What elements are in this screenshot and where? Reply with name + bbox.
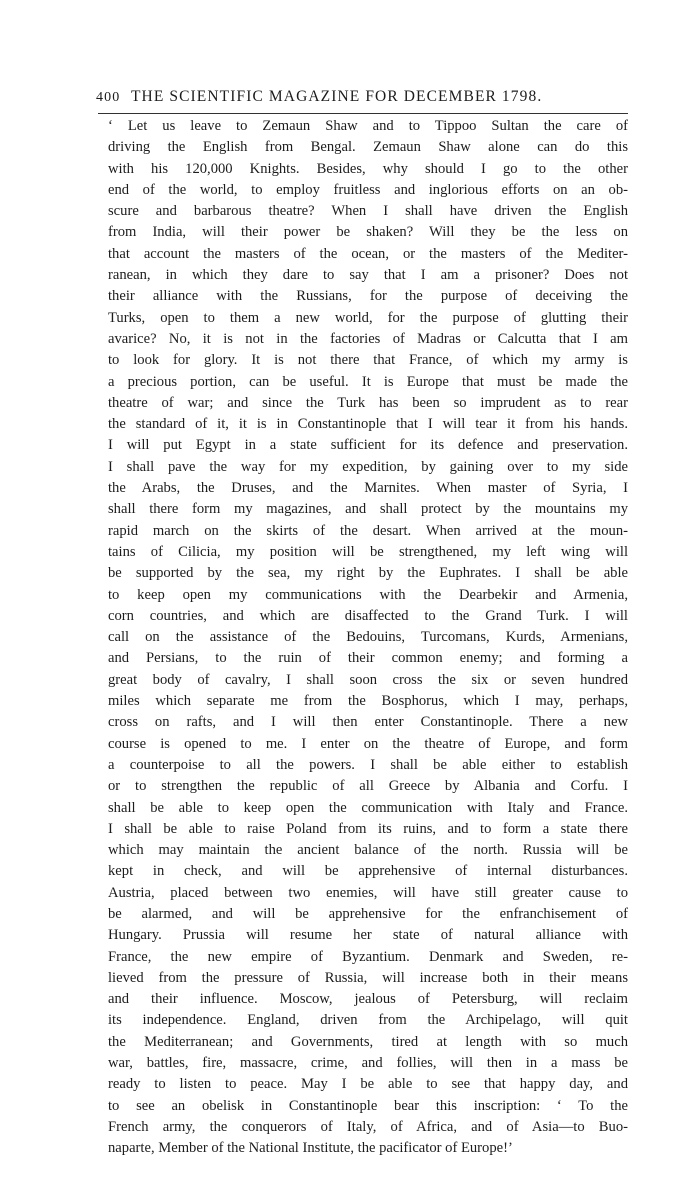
text-line: the Arabs, the Druses, and the Marnites. When master of Syria, I <box>108 480 628 497</box>
text-line: ‘ Let us leave to Zemaun Shaw and to Tippoo Sultan the care of <box>108 118 628 134</box>
text-line: Turks, open to them a new world, for the purpose of glutting their <box>108 309 628 326</box>
text-line: shall be able to keep open the communication with Italy and France. <box>108 799 628 816</box>
text-line: to see an obelisk in Constantinople bear this inscription: ‘ To the <box>108 1097 628 1114</box>
text-line: the standard of it, it is in Constantinople that I will tear it from his hands. <box>108 416 628 433</box>
text-line: France, the new empire of Byzantium. Denmark and Sweden, re- <box>108 948 628 965</box>
text-line: be supported by the sea, my right by the Euphrates. I shall be able <box>108 565 628 582</box>
text-line: corn countries, and which are disaffected to the Grand Turk. I will <box>108 607 628 624</box>
text-line: great body of cavalry, I shall soon cross the six or seven hundred <box>108 671 628 688</box>
text-line: a precious portion, can be useful. It is Europe that must be made the <box>108 373 628 390</box>
text-line: be alarmed, and will be apprehensive for the enfranchisement of <box>108 905 628 922</box>
text-line: which may maintain the ancient balance of the north. Russia will be <box>108 842 628 859</box>
text-line: driving the English from Bengal. Zemaun Shaw alone can do this <box>108 139 628 156</box>
text-line: shall there form my magazines, and shall protect by the mountains my <box>108 501 628 518</box>
text-line: course is opened to me. I enter on the theatre of Europe, and form <box>108 735 628 752</box>
text-line: I will put Egypt in a state sufficient for its defence and preservation. <box>108 437 628 454</box>
text-line: or to strengthen the republic of all Greece by Albania and Corfu. I <box>108 778 628 795</box>
text-line: cross on rafts, and I will then enter Constantinople. There a new <box>108 714 628 731</box>
text-line: rapid march on the skirts of the desart. When arrived at the moun- <box>108 522 628 539</box>
text-line: with his 120,000 Knights. Besides, why should I go to the other <box>108 160 628 177</box>
text-line: theatre of war; and since the Turk has been so imprudent as to rear <box>108 394 628 411</box>
text-line: naparte, Member of the National Institute, the pacificator of Europe!’ <box>108 1140 513 1157</box>
text-line: end of the world, to employ fruitless and inglorious efforts on an ob- <box>108 181 628 198</box>
text-line: and Persians, to the ruin of their common enemy; and forming a <box>108 650 628 667</box>
text-line: miles which separate me from the Bosphorus, which I may, perhaps, <box>108 693 628 710</box>
text-line: tains of Cilicia, my position will be strengthened, my left wing will <box>108 543 628 560</box>
text-line: its independence. England, driven from the Archipelago, will quit <box>108 1012 628 1029</box>
text-line: ready to listen to peace. May I be able to see that happy day, and <box>108 1076 628 1093</box>
page-title: THE SCIENTIFIC MAGAZINE FOR DECEMBER 1798. <box>130 88 543 105</box>
text-line: the Mediterranean; and Governments, tired at length with so much <box>108 1033 628 1050</box>
text-line: and their influence. Moscow, jealous of Petersburg, will reclaim <box>108 991 628 1008</box>
text-line: kept in check, and will be apprehensive of internal disturbances. <box>108 863 628 880</box>
text-line: to keep open my communications with the Dearbekir and Armenia, <box>108 586 628 603</box>
header-rule <box>98 113 628 114</box>
text-line: war, battles, fire, massacre, crime, and follies, will then in a mass be <box>108 1055 628 1072</box>
text-line: scure and barbarous theatre? When I shall have driven the English <box>108 203 628 220</box>
text-line: from India, will their power be shaken? Will they be the less on <box>108 224 628 241</box>
text-line: lieved from the pressure of Russia, will increase both in their means <box>108 969 628 986</box>
text-line: French army, the conquerors of Italy, of Africa, and of Asia—to Buo- <box>108 1118 628 1135</box>
text-line: avarice? No, it is not in the factories of Madras or Calcutta that I am <box>108 330 628 347</box>
text-line: a counterpoise to all the powers. I shall be able either to establish <box>108 756 628 773</box>
text-line: their alliance with the Russians, for the purpose of deceiving the <box>108 288 628 305</box>
text-line: I shall pave the way for my expedition, by gaining over to my side <box>108 458 628 475</box>
page-number: 400 <box>96 90 121 105</box>
text-line: that account the masters of the ocean, or the masters of the Mediter- <box>108 245 628 262</box>
text-line: to look for glory. It is not there that France, of which my army is <box>108 352 628 369</box>
text-line: Hungary. Prussia will resume her state of natural alliance with <box>108 927 628 944</box>
text-line: call on the assistance of the Bedouins, Turcomans, Kurds, Armenians, <box>108 629 628 646</box>
running-head <box>96 88 636 112</box>
text-line: I shall be able to raise Poland from its ruins, and to form a state there <box>108 820 628 837</box>
body-text <box>108 116 628 1160</box>
text-line: Austria, placed between two enemies, will have still greater cause to <box>108 884 628 901</box>
text-line: ranean, in which they dare to say that I am a prisoner? Does not <box>108 267 628 284</box>
